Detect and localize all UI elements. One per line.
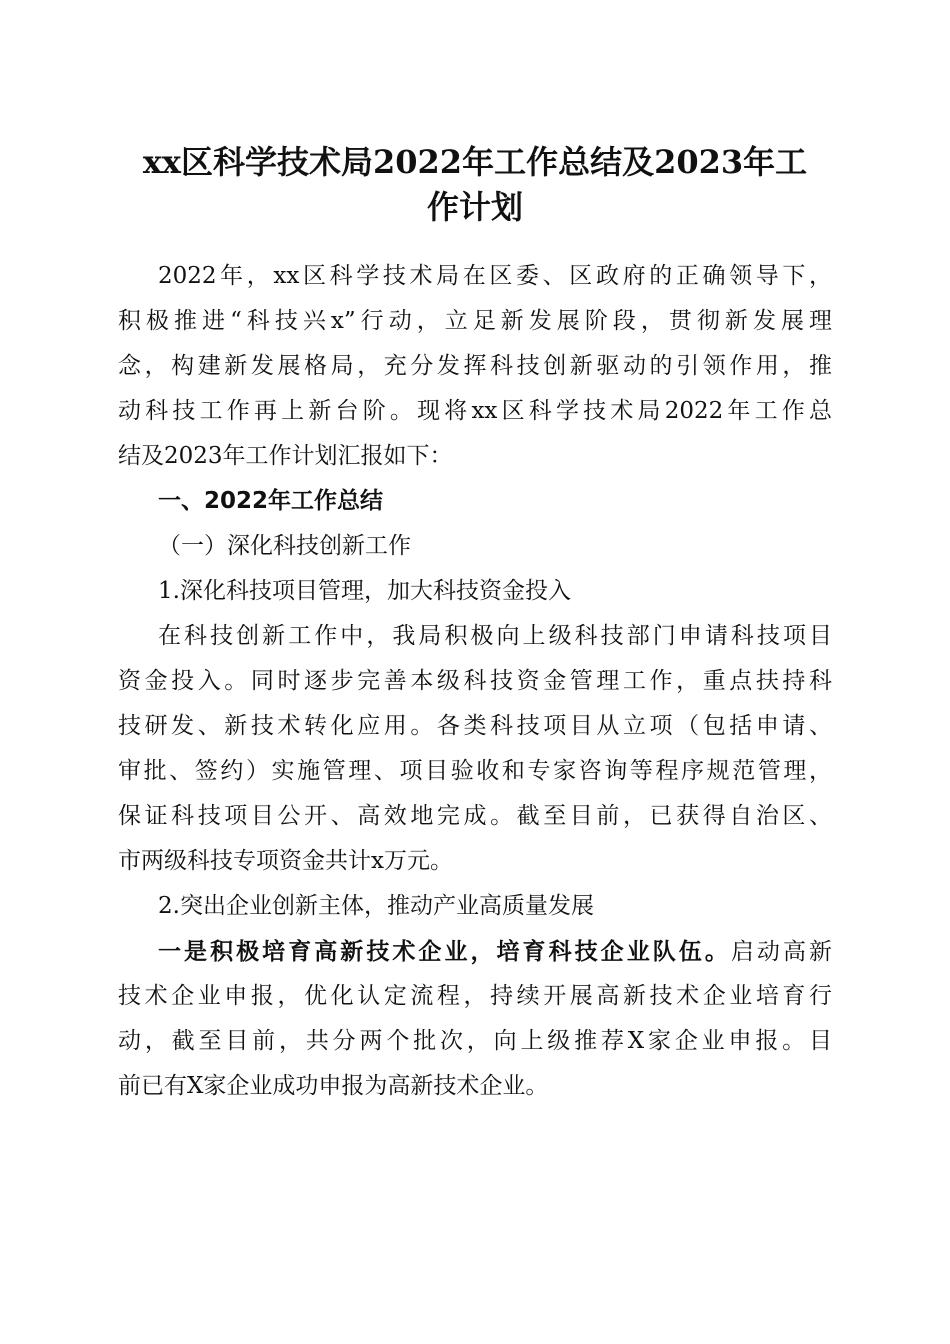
document-title-line-1: xx区科学技术局2022年工作总结及2023年工 [142,143,808,181]
subsection-heading: （一）深化科技创新工作 [158,533,411,559]
item2-body-line-3: 前已有X家企业成功申报为高新技术企业。 [118,1073,549,1099]
document-title-line-2: 作计划 [426,188,523,226]
item1-body-line-2: 资金投入。同时逐步完善本级科技资金管理工作，重点扶持科 [118,668,832,694]
intro-line-3: 念，构建新发展格局，充分发挥科技创新驱动的引领作用，推 [118,353,832,379]
section-heading: 一、2022年工作总结 [158,488,384,514]
intro-line-4: 动科技工作再上新台阶。现将xx区科学技术局2022年工作总 [118,398,832,424]
item1-body-line-5: 保证科技项目公开、高效地完成。截至目前，已获得自治区、 [118,803,832,829]
item1-body-line-3: 技研发、新技术转化应用。各类科技项目从立项（包括申请、 [118,713,832,739]
item2-lead-rest: 启动高新 [730,939,833,965]
item2-body-line-1: 技术企业申报，优化认定流程，持续开展高新技术企业培育行 [118,983,832,1009]
item2-lead-line [158,929,832,974]
item1-body-line-1: 在科技创新工作中，我局积极向上级科技部门申请科技项目 [158,623,832,649]
item2-body-line-2: 动，截至目前，共分两个批次，向上级推荐X家企业申报。目 [118,1028,832,1054]
item1-body-line-6: 市两级科技专项资金共计x万元。 [118,848,453,874]
item2-heading: 2.突出企业创新主体，推动产业高质量发展 [158,893,594,919]
item1-heading: 1.深化科技项目管理，加大科技资金投入 [158,578,571,604]
intro-line-1: 2022年，xx区科学技术局在区委、区政府的正确领导下， [158,263,832,289]
item2-lead-bold: 一是积极培育高新技术企业，培育科技企业队伍。 [158,938,731,965]
intro-line-2: 积极推进“科技兴x”行动，立足新发展阶段，贯彻新发展理 [118,308,832,334]
intro-line-5: 结及2023年工作计划汇报如下： [118,443,453,469]
item1-body-line-4: 审批、签约）实施管理、项目验收和专家咨询等程序规范管理， [118,758,832,784]
